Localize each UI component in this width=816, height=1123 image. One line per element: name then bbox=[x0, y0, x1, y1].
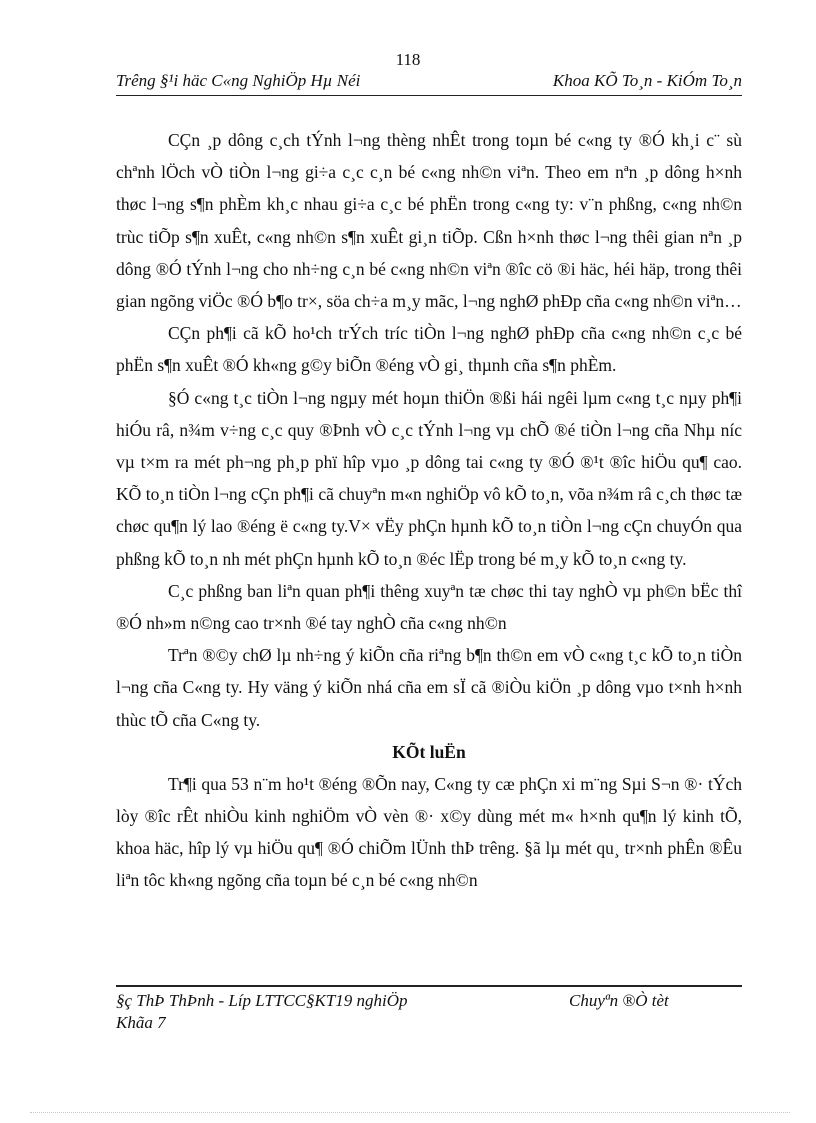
page-number: 118 bbox=[395, 50, 421, 69]
paragraph-3: §Ó c«ng t¸c tiÒn l¬ng ngµy mét hoµn thiÖn ®ßi hái ngêi lµm c«ng t¸c nµy ph¶i hiÓu râ, n¾m v÷ng c¸c quy ®Þnh vÒ c¸c tÝnh l¬ng vµ chÕ ®é tiÒn l¬ng cña Nhµ níc vµ t×m ra mét ph¬ng ph¸p phï hîp vµo ¸p dông tai c«ng ty ®Ó ®¹t ®îc hiÖu qu¶ cao. KÕ to¸n tiÒn l¬ng cÇn ph¶i cã chuyªn m«n nghiÖp vô kÕ to¸n, võa n¾m râ c¸ch thøc tæ chøc qu¶n lý lao ®éng ë c«ng ty.V× vËy phÇn hµnh kÕ to¸n tiÒn l¬ng cÇn chuyÓn qua phßng kÕ to¸n nh mét phÇn hµnh kÕ to¸n ®éc lËp trong bé m¸y kÕ to¸n c«ng ty. bbox=[116, 387, 742, 569]
page-edge bbox=[30, 1112, 790, 1113]
paragraph-5: Trªn ®©y chØ lµ nh÷ng ý kiÕn cña riªng b¶n th©n em vÒ c«ng t¸c kÕ to¸n tiÒn l¬ng cña C«ng ty. Hy väng ý kiÕn nhá cña em sÏ cã ®iÒu kiÖn ¸p dông vµo t×nh h×nh thùc tÕ cña C«ng ty. bbox=[116, 645, 742, 730]
paragraph-1: CÇn ¸p dông c¸ch tÝnh l¬ng thèng nhÊt trong toµn bé c«ng ty ®Ó kh¸i c¨ sù chªnh lÖch vÒ tiÒn l¬ng gi÷a c¸c c¸n bé c«ng nh©n viªn. Theo em nªn ¸p dông h×nh thøc l¬ng s¶n phÈm kh¸c nhau gi÷a c¸c bé phËn trong c«ng ty: v¨n phßng, c«ng nh©n trùc tiÕp s¶n xuÊt, c«ng nh©n s¶n xuÊt gi¸n tiÕp. Cßn h×nh thøc l¬ng thêi gian nªn ¸p dông ®Ó tÝnh l¬ng cho nh÷ng c¸n bé c«ng nh©n viªn ®îc cö ®i häc, héi häp, trong thêi gian ngõng viÖc ®Ó b¶o tr×, söa ch÷a m¸y mãc, l¬ng nghØ phÐp cña c«ng nh©n viªn… bbox=[116, 130, 742, 312]
footer-divider bbox=[116, 985, 742, 987]
header-department: Khoa KÕ To¸n - KiÓm To¸n bbox=[552, 71, 742, 90]
document-body bbox=[116, 124, 742, 897]
paragraph-2: CÇn ph¶i cã kÕ ho¹ch trÝch tríc tiÒn l¬ng nghØ phÐp cña c«ng nh©n c¸c bé phËn s¶n xuÊt ®Ó kh«ng g©y biÕn ®éng vÒ gi¸ thµnh cña s¶n phÈm. bbox=[116, 323, 742, 376]
footer-author: §ç ThÞ ThÞnh - Líp LTTCC§KT19 nghiÖp Khãa 7 bbox=[116, 991, 408, 1032]
conclusion-heading: KÕt luËn bbox=[392, 741, 466, 762]
paragraph-4: C¸c phßng ban liªn quan ph¶i thêng xuyªn tæ chøc thi tay nghÒ vµ ph©n bËc thî ®Ó nh»m n©ng cao tr×nh ®é tay nghÒ cña c«ng nh©n bbox=[116, 580, 742, 634]
page-header bbox=[116, 71, 742, 96]
header-school: Trêng §¹i häc C«ng NghiÖp Hµ Néi bbox=[116, 71, 361, 90]
footer-thesis-label: Chuyªn ®Ò tèt bbox=[569, 991, 669, 1010]
conclusion-paragraph: Tr¶i qua 53 n¨m ho¹t ®éng ®Õn nay, C«ng ty cæ phÇn xi m¨ng Sµi S¬n ®· tÝch lòy ®îc rÊt nhiÒu kinh nghiÖm vÒ vèn ®· x©y dùng mét m« h×nh qu¶n lý kinh tÕ, khoa häc, hîp lý vµ hiÖu qu¶ ®Ó chiÕm lÜnh thÞ trêng. §ã lµ mét qu¸ tr×nh phÊn ®Êu liªn tôc kh«ng ngõng cña toµn bé c¸n bé c«ng nh©n bbox=[116, 773, 742, 891]
